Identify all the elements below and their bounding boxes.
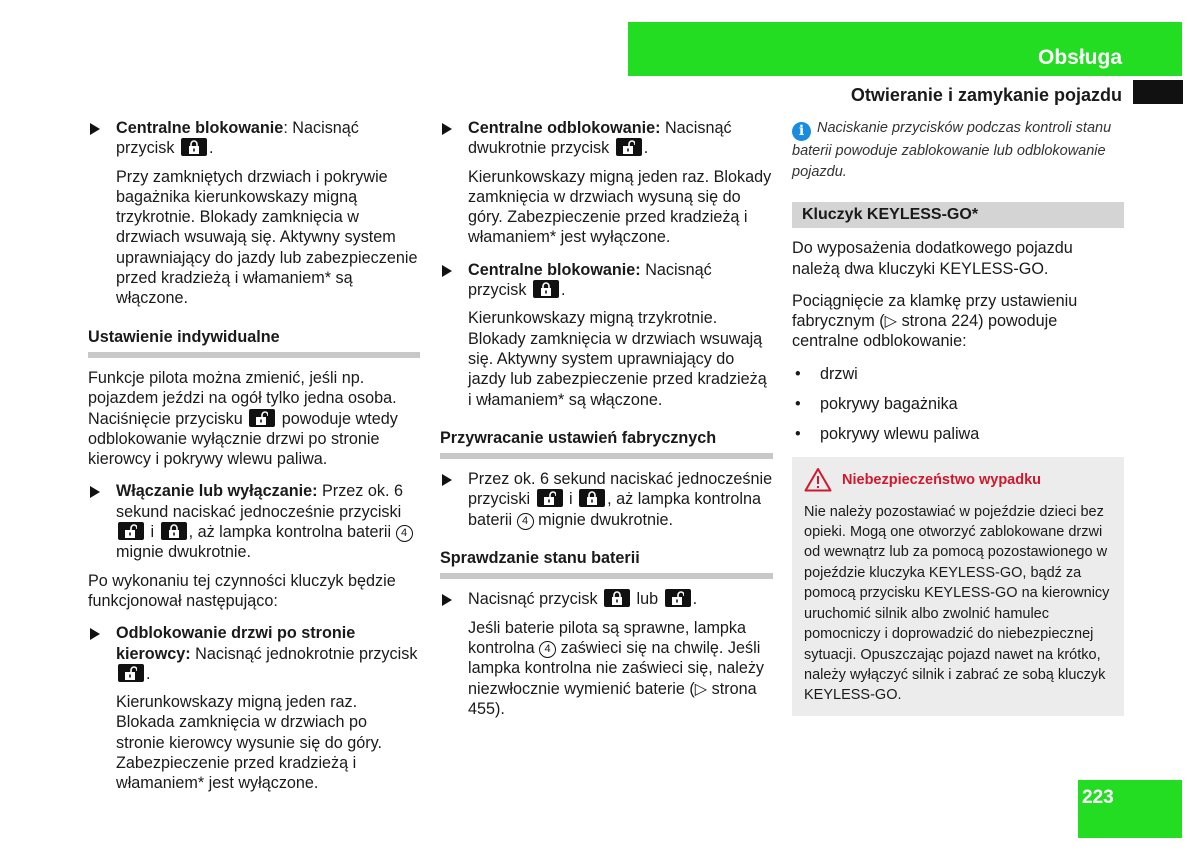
column-middle	[440, 118, 773, 731]
step-factory-reset	[440, 469, 773, 530]
unlock-key-icon	[249, 409, 275, 427]
step-text: Nacisnąć przycisk	[468, 590, 603, 609]
step-text: , aż lampka kontrolna baterii	[468, 490, 762, 529]
step-text: Przez ok. 6 sekund naciskać jednocześnie przyciski	[468, 470, 773, 509]
list-item-text: drzwi	[820, 364, 858, 383]
step-central-unlock	[440, 118, 773, 159]
unlock-key-icon	[616, 138, 642, 156]
step-description: Przy zamkniętych drzwiach i pokrywie bagażnika kierunkowskazy migną trzykrotnie. Blokady zamknięcia w drzwiach wsuwają się. Aktywny system uprawniający do jazdy lub zabezpieczenie przed kradzieżą i włamaniem* są włączone.	[116, 167, 418, 308]
info-icon: i	[792, 122, 811, 141]
column-left	[88, 118, 420, 806]
step-text: Nacisnąć przycisk	[468, 260, 712, 300]
step-description	[440, 618, 773, 719]
step-arrow-icon	[90, 123, 100, 135]
step-text-end: .	[560, 281, 566, 300]
step-text: mignie dwukrotnie.	[533, 510, 674, 529]
paragraph-text: Funkcje pilota można zmienić, jeśli np. pojazdem jeździ na ogół tylko jedna osoba. Naciśnięcie przycisku	[88, 368, 397, 428]
section-title: Otwieranie i zamykanie pojazdu	[850, 85, 1122, 105]
list-item	[792, 394, 1124, 414]
info-text: Naciskanie przycisków podczas kontroli stanu baterii powoduje zablokowanie lub odblokowanie pojazdu.	[792, 120, 1112, 180]
step-central-lock	[88, 118, 420, 159]
step-description: Kierunkowskazy migną jeden raz. Blokady zamknięcia w drzwiach wysuną się do góry. Zabezpieczenie przed kradzieżą i włamaniem* jest wyłączone.	[468, 167, 772, 247]
step-text: Przez ok. 6 sekund naciskać jednocześnie przyciski	[116, 482, 403, 521]
paragraph-remote-functions	[88, 368, 420, 469]
step-text: : Nacisnąć przycisk	[116, 119, 359, 158]
warning-heading	[804, 467, 1112, 492]
step-title: Centralne blokowanie	[116, 119, 284, 137]
step-text: lub	[632, 590, 663, 609]
step-text: i	[564, 490, 578, 509]
heading-individual-settings: Ustawienie indywidualne	[88, 327, 420, 358]
step-arrow-icon	[90, 628, 100, 640]
lock-key-icon	[579, 489, 605, 507]
paragraph-text: powoduje wtedy odblokowanie wyłącznie drzwi po stronie kierowcy i pokrywy wlewu paliwa.	[88, 409, 398, 469]
bullet-icon: •	[795, 395, 801, 414]
paragraph-handle: Pociągnięcie za klamkę przy ustawieniu fabrycznym (▷ strona 224) powoduje centralne odblokowanie:	[792, 291, 1078, 351]
description-text: Jeśli baterie pilota są sprawne, lampka kontrolna	[468, 618, 747, 657]
chapter-title: Obsługa	[1037, 46, 1122, 69]
heading-keyless-go: Kluczyk KEYLESS-GO*	[792, 202, 1124, 228]
step-arrow-icon	[442, 123, 452, 135]
unlock-key-icon	[118, 664, 144, 682]
indicator-number: 4	[539, 641, 556, 658]
list-item	[792, 364, 1124, 384]
unlock-key-icon	[665, 589, 691, 607]
step-text-end: .	[692, 590, 698, 609]
indicator-number: 4	[517, 513, 534, 530]
step-description: Kierunkowskazy migną jeden raz. Blokada zamknięcia w drzwiach po stronie kierowcy wysunie się do góry. Zabezpieczenie przed kradzieżą i włamaniem* jest wyłączone.	[116, 693, 383, 793]
step-text: mignie dwukrotnie.	[116, 543, 251, 562]
info-note	[792, 118, 1124, 182]
step-text: Nacisnąć dwukrotnie przycisk	[468, 119, 732, 158]
heading-battery-check: Sprawdzanie stanu baterii	[440, 548, 773, 579]
step-arrow-icon	[90, 486, 100, 498]
warning-text: Nie należy pozostawiać w pojeździe dzieci bez opieki. Mogą one otworzyć zablokowane drzwi od wewnątrz lub za pomocą pozostawionego w pojeździe kluczyka KEYLESS-GO, bądź za pomocą przycisku KEYLESS-GO na kierownicy uruchomić silnik albo zwolnić hamulec pomocniczy i doprowadzić do niebezpiecznej sytuacji. Opuszczając pojazd nawet na krótko, należy wyłączyć silnik i zabrać ze sobą kluczyk KEYLESS-GO.	[804, 503, 1110, 704]
step-title: Włączanie lub wyłączanie:	[116, 482, 318, 501]
page-number-box	[1078, 780, 1182, 838]
step-text: i	[146, 523, 159, 542]
step-title: Centralne odblokowanie:	[468, 119, 661, 137]
warning-box	[792, 457, 1124, 716]
warning-triangle-icon	[804, 467, 832, 492]
paragraph-after: Po wykonaniu tej czynności kluczyk będzie funkcjonował następująco:	[88, 571, 396, 610]
unlock-key-icon	[537, 489, 563, 507]
section-marker	[1133, 80, 1183, 104]
step-text-end: .	[208, 139, 214, 158]
step-title: Centralne blokowanie:	[468, 260, 641, 279]
chapter-tab	[628, 22, 1182, 76]
lock-key-icon	[181, 138, 207, 156]
bullet-icon: •	[795, 364, 801, 383]
column-right	[792, 118, 1124, 716]
step-arrow-icon	[442, 594, 452, 606]
lock-key-icon	[533, 280, 559, 298]
list-item	[792, 424, 1124, 444]
step-text: , aż lampka kontrolna baterii	[188, 523, 396, 542]
step-battery-check	[440, 589, 773, 609]
step-text-end: .	[643, 139, 649, 158]
indicator-number: 4	[396, 525, 413, 542]
paragraph-keyless: Do wyposażenia dodatkowego pojazdu należą dwa kluczyki KEYLESS-GO.	[792, 239, 1073, 278]
page-number: 223	[1082, 787, 1114, 808]
step-arrow-icon	[442, 265, 452, 277]
bullet-icon: •	[795, 425, 801, 444]
step-central-lock	[440, 260, 773, 301]
list-item-text: pokrywy wlewu paliwa	[820, 425, 980, 444]
warning-title: Niebezpieczeństwo wypadku	[842, 471, 1042, 488]
step-text-end: .	[146, 664, 151, 683]
lock-key-icon	[604, 589, 630, 607]
step-title: Odblokowanie drzwi po stronie kierowcy:	[116, 624, 356, 663]
step-toggle	[88, 481, 420, 562]
heading-factory-reset: Przywracanie ustawień fabrycznych	[440, 428, 773, 459]
step-driver-unlock	[88, 623, 420, 684]
step-text: Nacisnąć jednokrotnie przycisk	[190, 644, 418, 663]
list-item-text: pokrywy bagażnika	[820, 395, 958, 414]
step-arrow-icon	[442, 474, 452, 486]
description-text: zaświeci się na chwilę. Jeśli lampka kontrolna nie zaświeci się, należy niezwłocznie wymienić baterie (▷ strona 455).	[468, 638, 765, 718]
step-description: Kierunkowskazy migną trzykrotnie. Blokady zamknięcia w drzwiach wsuwają się. Aktywny system uprawniający do jazdy lub zabezpieczenie przed kradzieżą i włamaniem* są włączone.	[468, 309, 767, 409]
lock-key-icon	[161, 522, 187, 540]
unlock-key-icon	[118, 522, 144, 540]
